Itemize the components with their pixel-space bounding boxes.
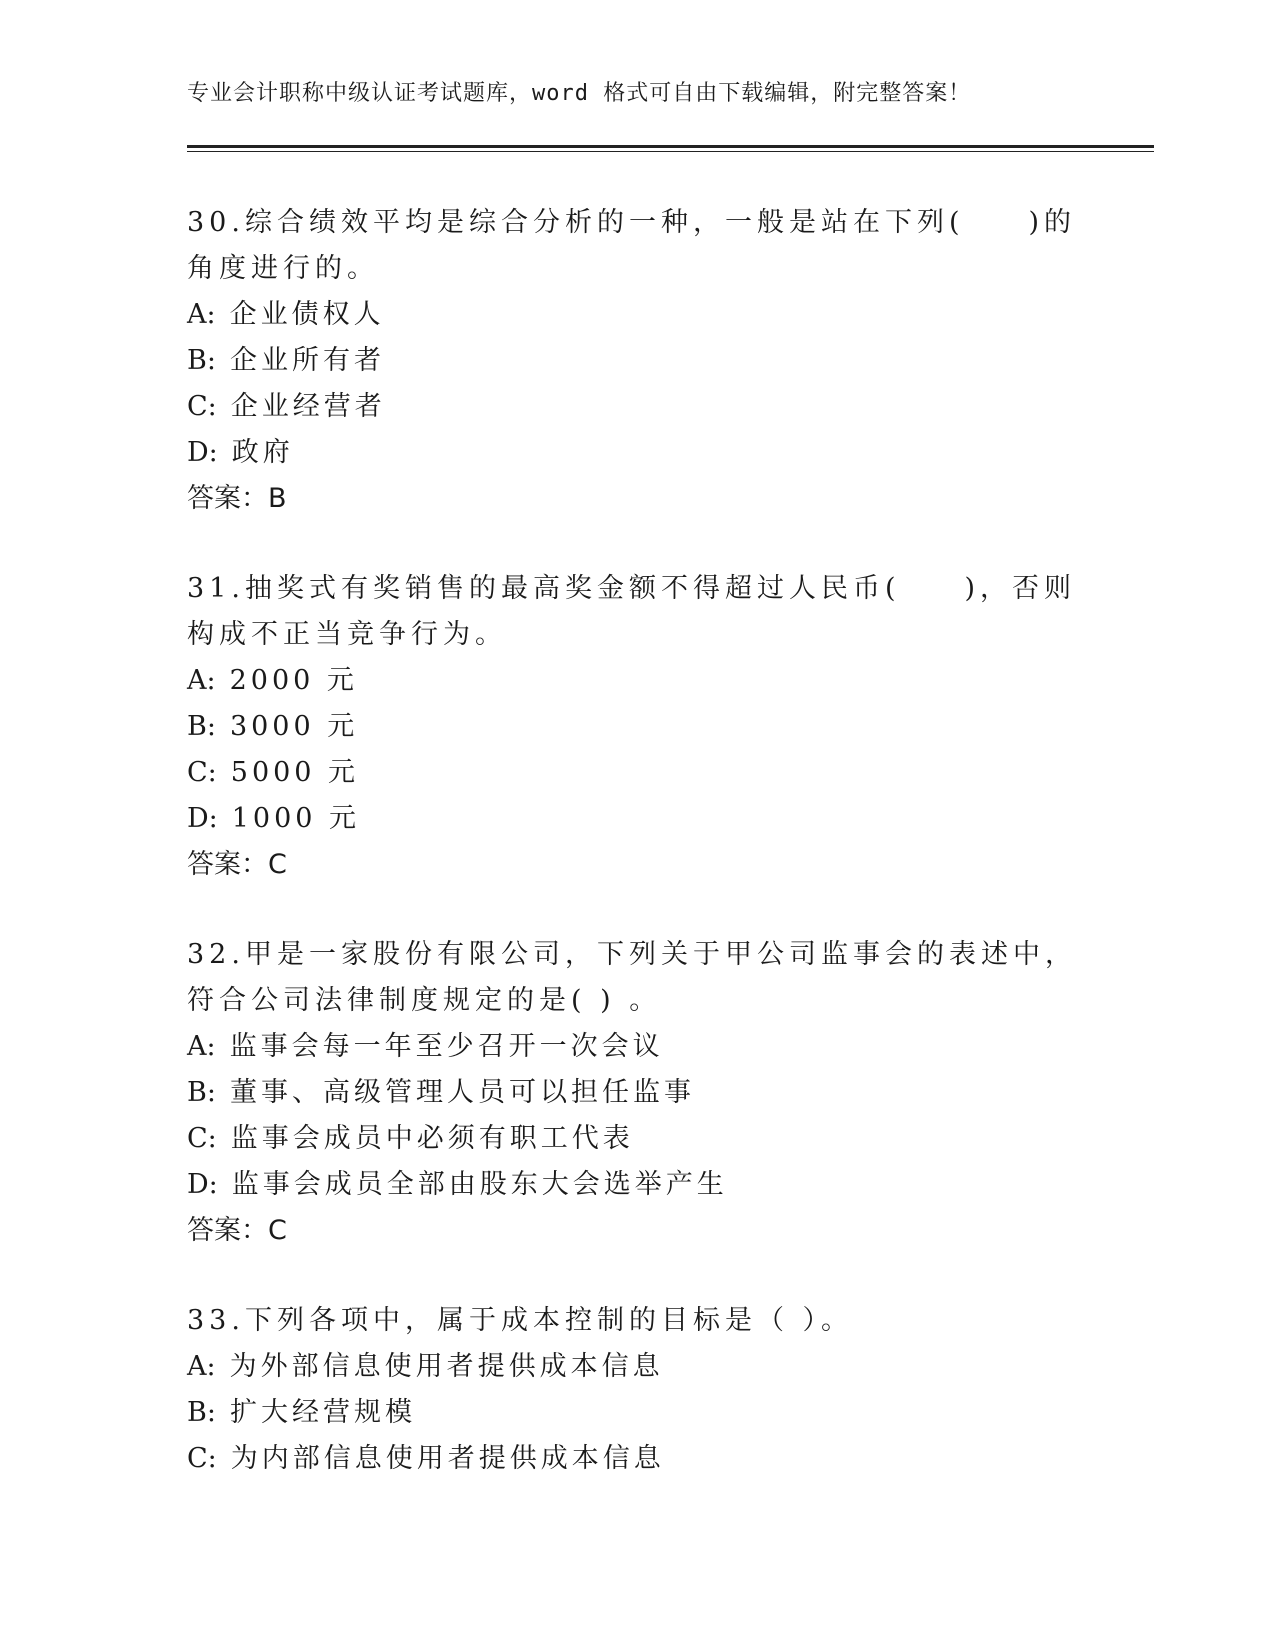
option-letter: B:	[187, 711, 216, 742]
option-letter: A:	[187, 299, 216, 330]
option-text: 监事会成员全部由股东大会选举产生	[231, 1169, 728, 1200]
option-text: 3000 元	[229, 711, 359, 742]
option-letter: C:	[187, 1123, 217, 1154]
option-text: 扩大经营规模	[229, 1397, 416, 1428]
question-text: 33.下列各项中，属于成本控制的目标是（ ）。	[187, 1305, 854, 1336]
option-d	[187, 430, 1087, 476]
option-text: 政府	[231, 437, 294, 468]
option-letter: B:	[187, 1077, 216, 1108]
page-header: 专业会计职称中级认证考试题库，word 格式可自由下载编辑，附完整答案！	[187, 81, 972, 106]
option-a	[187, 1344, 1087, 1390]
answer-line: 答案：C	[187, 849, 287, 880]
question-text: 31.抽奖式有奖销售的最高奖金额不得超过人民币( )，否则构成不正当竞争行为。	[187, 573, 1077, 650]
option-letter: C:	[187, 757, 217, 788]
question-30	[187, 200, 1087, 522]
option-text: 董事、高级管理人员可以担任监事	[229, 1077, 695, 1108]
question-text: 30.综合绩效平均是综合分析的一种，一般是站在下列( )的角度进行的。	[187, 207, 1077, 284]
option-b	[187, 1390, 1087, 1436]
option-a	[187, 1024, 1087, 1070]
option-letter: B:	[187, 345, 216, 376]
option-text: 企业经营者	[230, 391, 386, 422]
option-letter: A:	[187, 1351, 216, 1382]
option-d	[187, 796, 1087, 842]
option-letter: D:	[187, 1169, 218, 1200]
option-text: 监事会成员中必须有职工代表	[230, 1123, 634, 1154]
option-letter: A:	[187, 1031, 216, 1062]
option-a	[187, 292, 1087, 338]
option-c	[187, 1116, 1087, 1162]
option-text: 为外部信息使用者提供成本信息	[229, 1351, 664, 1382]
option-b	[187, 1070, 1087, 1116]
question-31	[187, 566, 1087, 888]
option-text: 监事会每一年至少召开一次会议	[229, 1031, 664, 1062]
option-letter: B:	[187, 1397, 216, 1428]
option-c	[187, 750, 1087, 796]
option-b	[187, 338, 1087, 384]
answer-line: 答案：C	[187, 1215, 287, 1246]
option-c	[187, 1436, 1087, 1482]
question-33	[187, 1298, 1087, 1482]
option-text: 企业债权人	[229, 299, 385, 330]
option-b	[187, 704, 1087, 750]
option-letter: D:	[187, 803, 218, 834]
option-text: 企业所有者	[229, 345, 385, 376]
option-letter: C:	[187, 391, 217, 422]
option-d	[187, 1162, 1087, 1208]
option-letter: D:	[187, 437, 218, 468]
answer-line: 答案：B	[187, 483, 287, 514]
option-text: 1000 元	[231, 803, 361, 834]
question-list	[187, 200, 1087, 1526]
question-32	[187, 932, 1087, 1254]
option-text: 2000 元	[229, 665, 358, 696]
question-text: 32.甲是一家股份有限公司，下列关于甲公司监事会的表述中，符合公司法律制度规定的是( ) 。	[187, 939, 1077, 1016]
option-text: 为内部信息使用者提供成本信息	[230, 1443, 665, 1474]
option-a	[187, 658, 1087, 704]
option-text: 5000 元	[230, 757, 360, 788]
option-letter: C:	[187, 1443, 217, 1474]
option-letter: A:	[187, 665, 216, 696]
option-c	[187, 384, 1087, 430]
header-divider	[187, 145, 1154, 148]
